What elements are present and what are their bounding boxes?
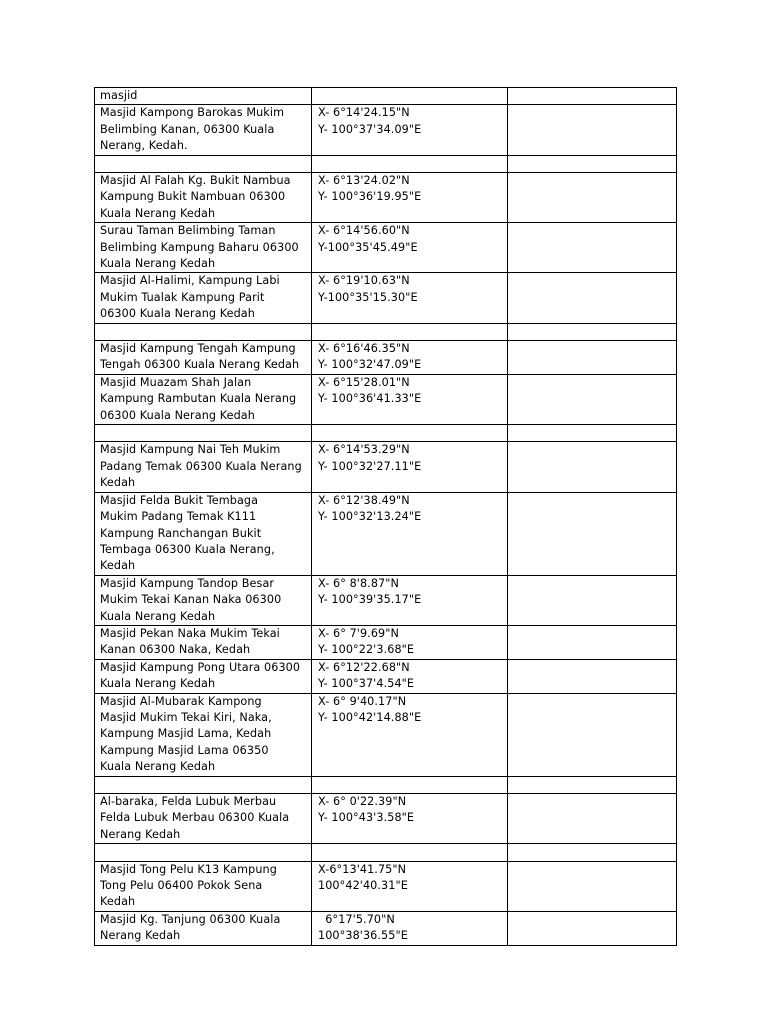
- location-name-line: Kedah: [100, 895, 136, 909]
- coordinates-cell: [312, 776, 508, 793]
- latitude-text: X- 6° 7'9.69"N: [318, 626, 399, 640]
- coordinates-cell: [312, 155, 508, 172]
- location-name-cell: [95, 425, 312, 442]
- empty-cell: [508, 273, 677, 323]
- table-row: [95, 223, 677, 273]
- location-name-cell: [95, 844, 312, 861]
- latitude-text: X- 6°15'28.01"N: [318, 375, 410, 389]
- longitude-text: Y- 100°42'14.88"E: [318, 710, 422, 724]
- location-name-line: Kampung Bukit Nambuan 06300: [100, 190, 286, 204]
- empty-cell: [508, 88, 677, 105]
- coordinates-cell: [312, 575, 508, 625]
- longitude-text: Y- 100°37'34.09"E: [318, 122, 422, 136]
- location-name-line: Belimbing Kanan, 06300 Kuala: [100, 122, 275, 136]
- location-name-line: Kuala Nerang Kedah: [100, 609, 216, 623]
- mosque-coordinates-table: [94, 87, 677, 946]
- location-name-line: Masjid Kampung Tandop Besar: [100, 576, 275, 590]
- location-name-line: Al-baraka, Felda Lubuk Merbau: [100, 795, 277, 808]
- table-row: [95, 88, 677, 105]
- table-row: [95, 625, 677, 659]
- table-row: [95, 425, 677, 442]
- coordinates-cell: [312, 173, 508, 223]
- location-name-cell: [95, 105, 312, 155]
- table-row: [95, 861, 677, 911]
- location-name-line: Kuala Nerang Kedah: [100, 677, 216, 691]
- latitude-text: X- 6°13'24.02"N: [318, 174, 410, 188]
- coordinates-cell: [312, 693, 508, 776]
- coordinates-cell: [312, 911, 508, 945]
- table-body: [95, 88, 677, 946]
- longitude-text: 100°42'40.31"E: [318, 879, 408, 893]
- latitude-text: X- 6°12'22.68"N: [318, 660, 410, 674]
- location-name-line: Surau Taman Belimbing Taman: [100, 224, 276, 238]
- location-name-cell: [95, 794, 312, 844]
- table-row: [95, 659, 677, 693]
- location-name-line: Masjid Kg. Tanjung 06300 Kuala: [100, 912, 281, 926]
- empty-cell: [508, 173, 677, 223]
- table-row: [95, 173, 677, 223]
- location-name-cell: [95, 625, 312, 659]
- location-name-line: Kampung Masjid Lama, Kedah: [100, 727, 272, 741]
- location-name-line: Tong Pelu 06400 Pokok Sena: [100, 879, 263, 893]
- location-name-cell: [95, 341, 312, 375]
- coordinates-cell: [312, 341, 508, 375]
- location-name-line: Masjid Kampung Pong Utara 06300: [100, 660, 301, 674]
- table-row: [95, 776, 677, 793]
- empty-cell: [508, 155, 677, 172]
- table-row: [95, 273, 677, 323]
- location-name-line: Tembaga 06300 Kuala Nerang,: [100, 542, 275, 556]
- empty-cell: [508, 844, 677, 861]
- coordinates-cell: [312, 492, 508, 575]
- location-name-line: Kedah: [100, 559, 136, 573]
- table-row: [95, 794, 677, 844]
- coordinates-cell: [312, 105, 508, 155]
- location-name-cell: [95, 659, 312, 693]
- empty-cell: [508, 341, 677, 375]
- location-name-line: Kampung Masjid Lama 06350: [100, 743, 269, 757]
- location-name-line: Kampung Ranchangan Bukit: [100, 526, 262, 540]
- location-name-line: Masjid Kampong Barokas Mukim: [100, 106, 285, 120]
- location-name-line: Masjid Felda Bukit Tembaga: [100, 493, 259, 507]
- coordinates-cell: [312, 88, 508, 105]
- longitude-text: Y- 100°32'27.11"E: [318, 459, 422, 473]
- empty-cell: [508, 442, 677, 492]
- coordinates-cell: [312, 844, 508, 861]
- latitude-text: X- 6°14'56.60"N: [318, 224, 410, 238]
- location-name-line: Kuala Nerang Kedah: [100, 760, 216, 774]
- location-name-line: Masjid Muazam Shah Jalan: [100, 375, 252, 389]
- location-name-line: 06300 Kuala Nerang Kedah: [100, 408, 255, 422]
- location-name-cell: [95, 155, 312, 172]
- empty-cell: [508, 374, 677, 424]
- location-name-line: Kuala Nerang Kedah: [100, 257, 216, 271]
- empty-cell: [508, 693, 677, 776]
- location-name-line: Padang Temak 06300 Kuala Nerang: [100, 459, 302, 473]
- location-name-line: Mukim Tekai Kanan Naka 06300: [100, 593, 282, 607]
- location-name-line: Masjid Kampung Nai Teh Mukim: [100, 443, 281, 457]
- latitude-text: X- 6° 9'40.17"N: [318, 694, 407, 708]
- latitude-text: X- 6°12'38.49"N: [318, 493, 410, 507]
- location-name-line: masjid: [100, 89, 138, 102]
- longitude-text: Y-100°35'45.49"E: [318, 240, 418, 254]
- location-name-cell: [95, 88, 312, 105]
- longitude-text: Y- 100°37'4.54"E: [318, 677, 415, 691]
- location-name-cell: [95, 776, 312, 793]
- latitude-text: X- 6°16'46.35"N: [318, 342, 410, 356]
- location-name-line: Mukim Padang Temak K111: [100, 510, 257, 524]
- location-name-line: 06300 Kuala Nerang Kedah: [100, 307, 255, 321]
- location-name-line: Masjid Al-Mubarak Kampong: [100, 694, 262, 708]
- empty-cell: [508, 105, 677, 155]
- longitude-text: Y- 100°32'47.09"E: [318, 358, 422, 372]
- location-name-line: Masjid Al Falah Kg. Bukit Nambua: [100, 174, 291, 188]
- location-name-cell: [95, 442, 312, 492]
- table-row: [95, 442, 677, 492]
- latitude-text: 6°17'5.70"N: [318, 912, 395, 926]
- latitude-text: X- 6°19'10.63"N: [318, 274, 410, 288]
- location-name-line: Kampung Rambutan Kuala Nerang: [100, 392, 297, 406]
- latitude-text: X- 6° 0'22.39"N: [318, 795, 407, 808]
- latitude-text: X-6°13'41.75"N: [318, 862, 407, 876]
- location-name-cell: [95, 861, 312, 911]
- location-name-line: Kedah: [100, 476, 136, 490]
- location-name-cell: [95, 223, 312, 273]
- longitude-text: Y- 100°39'35.17"E: [318, 593, 422, 607]
- empty-cell: [508, 625, 677, 659]
- empty-cell: [508, 776, 677, 793]
- location-name-line: Nerang Kedah: [100, 929, 181, 943]
- longitude-text: Y- 100°36'41.33"E: [318, 392, 422, 406]
- longitude-text: Y- 100°43'3.58"E: [318, 811, 415, 825]
- table-row: [95, 341, 677, 375]
- table-row: [95, 693, 677, 776]
- longitude-text: Y-100°35'15.30"E: [318, 290, 418, 304]
- coordinates-cell: [312, 323, 508, 340]
- empty-cell: [508, 575, 677, 625]
- location-name-line: Tengah 06300 Kuala Nerang Kedah: [100, 358, 300, 372]
- coordinates-cell: [312, 861, 508, 911]
- location-name-cell: [95, 693, 312, 776]
- location-name-cell: [95, 173, 312, 223]
- table-row: [95, 105, 677, 155]
- table-row: [95, 155, 677, 172]
- table-row: [95, 844, 677, 861]
- location-name-line: Masjid Mukim Tekai Kiri, Naka,: [100, 710, 272, 724]
- location-name-line: Masjid Pekan Naka Mukim Tekai: [100, 626, 280, 640]
- location-name-line: Masjid Tong Pelu K13 Kampung: [100, 862, 277, 876]
- latitude-text: X- 6° 8'8.87"N: [318, 576, 399, 590]
- longitude-text: Y- 100°32'13.24"E: [318, 510, 422, 524]
- location-name-line: Nerang Kedah: [100, 827, 181, 841]
- table-row: [95, 323, 677, 340]
- longitude-text: Y- 100°36'19.95"E: [318, 190, 422, 204]
- location-name-line: Kanan 06300 Naka, Kedah: [100, 643, 251, 657]
- location-name-cell: [95, 374, 312, 424]
- coordinates-cell: [312, 794, 508, 844]
- coordinates-cell: [312, 273, 508, 323]
- longitude-text: 100°38'36.55"E: [318, 929, 408, 943]
- empty-cell: [508, 659, 677, 693]
- table-row: [95, 911, 677, 945]
- location-name-cell: [95, 575, 312, 625]
- longitude-text: Y- 100°22'3.68"E: [318, 643, 415, 657]
- table-row: [95, 374, 677, 424]
- location-name-cell: [95, 323, 312, 340]
- location-name-line: Mukim Tualak Kampung Parit: [100, 290, 265, 304]
- empty-cell: [508, 794, 677, 844]
- coordinates-cell: [312, 223, 508, 273]
- coordinates-cell: [312, 374, 508, 424]
- latitude-text: X- 6°14'53.29"N: [318, 443, 410, 457]
- location-name-cell: [95, 911, 312, 945]
- location-name-cell: [95, 492, 312, 575]
- empty-cell: [508, 323, 677, 340]
- location-name-line: Masjid Kampung Tengah Kampung: [100, 342, 296, 356]
- empty-cell: [508, 492, 677, 575]
- latitude-text: X- 6°14'24.15"N: [318, 106, 410, 120]
- coordinates-cell: [312, 625, 508, 659]
- coordinates-cell: [312, 425, 508, 442]
- location-name-line: Kuala Nerang Kedah: [100, 206, 216, 220]
- empty-cell: [508, 861, 677, 911]
- empty-cell: [508, 223, 677, 273]
- location-name-line: Felda Lubuk Merbau 06300 Kuala: [100, 811, 290, 825]
- coordinates-cell: [312, 442, 508, 492]
- coordinates-cell: [312, 659, 508, 693]
- location-name-line: Belimbing Kampung Baharu 06300: [100, 240, 299, 254]
- location-name-line: Nerang, Kedah.: [100, 139, 188, 153]
- table-row: [95, 575, 677, 625]
- empty-cell: [508, 425, 677, 442]
- location-name-cell: [95, 273, 312, 323]
- empty-cell: [508, 911, 677, 945]
- table-row: [95, 492, 677, 575]
- location-name-line: Masjid Al-Halimi, Kampung Labi: [100, 274, 280, 288]
